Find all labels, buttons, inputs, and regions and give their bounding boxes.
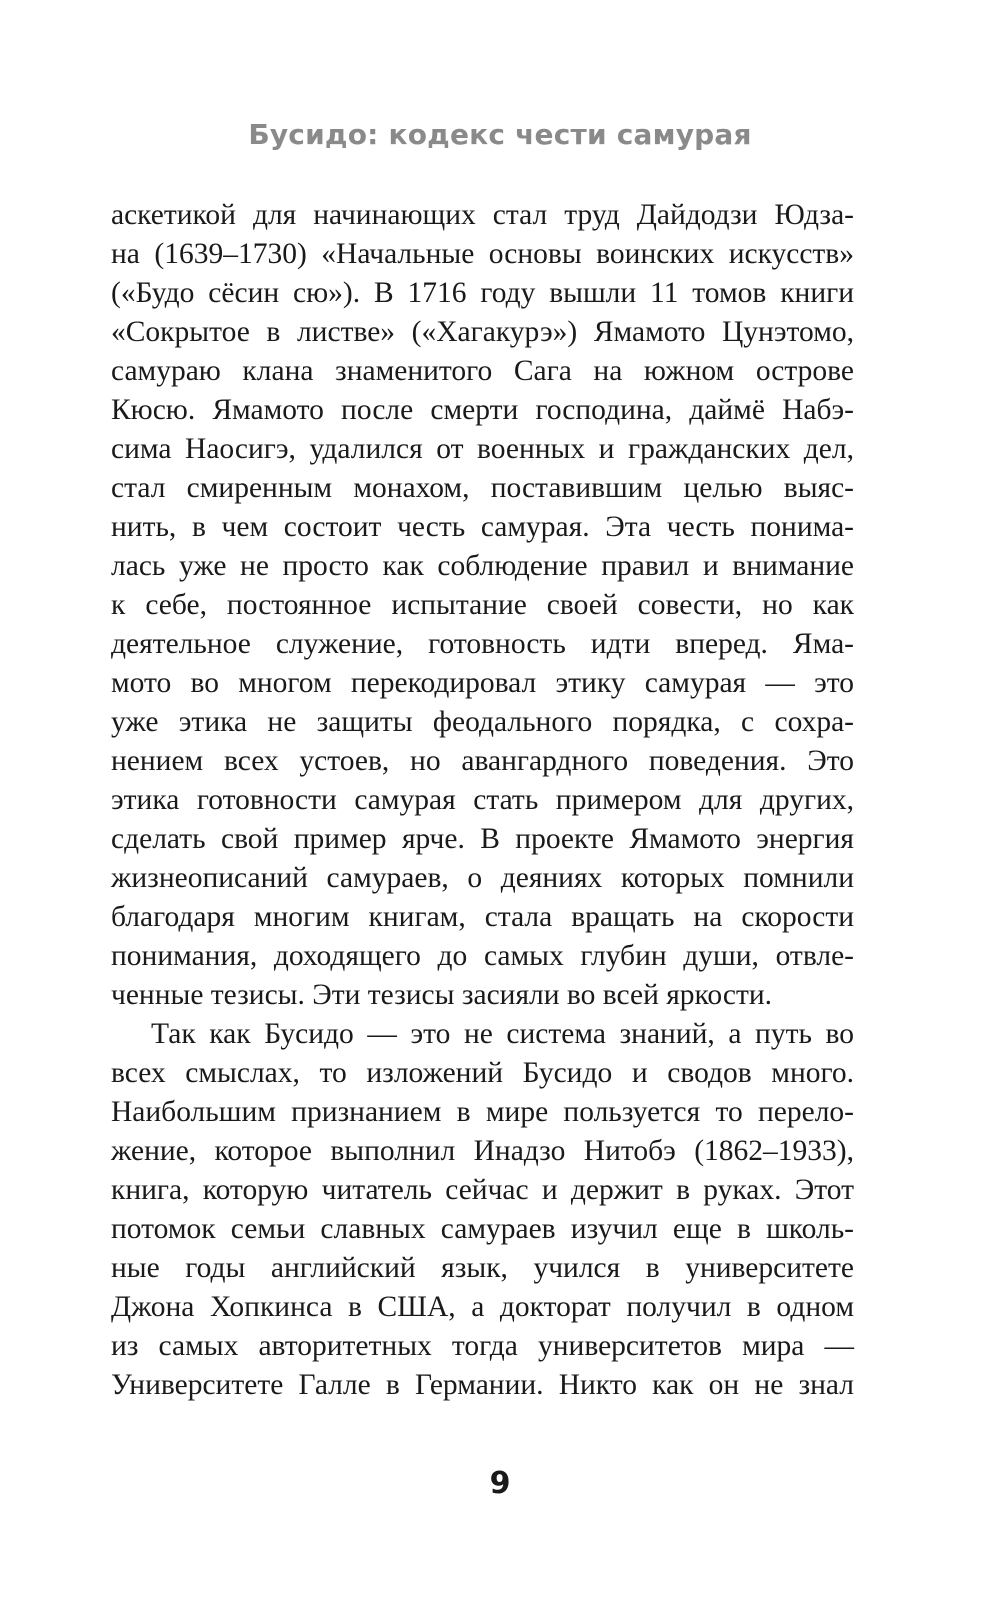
- text-line: стал смиренным монахом, поставившим целью выяс-: [111, 472, 854, 504]
- text-line: Джона Хопкинса в США, а докторат получил в одном: [111, 1291, 854, 1323]
- text-line: к себе, постоянное испытание своей совести, но как: [111, 589, 854, 621]
- text-line: Университете Галле в Германии. Никто как он не знал: [111, 1369, 854, 1401]
- text-line: самураю клана знаменитого Сага на южном острове: [111, 355, 854, 387]
- text-line: ченные тезисы. Эти тезисы засияли во всей яркости.: [111, 979, 773, 1011]
- paragraph-2: [111, 1015, 854, 1405]
- text-line: уже этика не защиты феодального порядка, с сохра-: [111, 706, 854, 738]
- text-line: Так как Бусидо — это не система знаний, а путь во: [151, 1018, 854, 1050]
- text-line: Кюсю. Ямамото после смерти господина, даймё Набэ-: [111, 394, 854, 426]
- page-number: 9: [489, 1466, 511, 1501]
- text-line: нить, в чем состоит честь самурая. Эта честь понима-: [111, 511, 854, 543]
- text-line: нением всех устоев, но авангардного поведения. Это: [111, 745, 854, 777]
- text-line: мото во многом перекодировал этику самурая — это: [111, 667, 854, 699]
- text-line: («Будо сёсин сю»). В 1716 году вышли 11 томов книги: [111, 277, 854, 309]
- running-header: Бусидо: кодекс чести самурая: [248, 118, 752, 151]
- text-line: лась уже не просто как соблюдение правил и внимание: [111, 550, 854, 582]
- text-line: жение, которое выполнил Инадзо Нитобэ (1862–1933),: [111, 1135, 854, 1167]
- text-line: на (1639–1730) «Начальные основы воинских искусств»: [111, 238, 854, 270]
- text-line: книга, которую читатель сейчас и держит в руках. Этот: [111, 1174, 854, 1206]
- text-line: этика готовности самурая стать примером для других,: [111, 784, 854, 816]
- body-text: [111, 196, 854, 1405]
- paragraph-1: [111, 196, 854, 1015]
- text-line: сима Наосигэ, удалился от военных и гражданских дел,: [111, 433, 854, 465]
- text-line: аскетикой для начинающих стал труд Дайдодзи Юдза-: [111, 199, 854, 231]
- text-line: Наибольшим признанием в мире пользуется то перело-: [111, 1096, 854, 1128]
- text-line: благодаря многим книгам, стала вращать на скорости: [111, 901, 854, 933]
- text-line: потомок семьи славных самураев изучил еще в школь-: [111, 1213, 854, 1245]
- text-line: «Сокрытое в листве» («Хагакурэ») Ямамото Цунэтомо,: [111, 316, 854, 348]
- text-line: из самых авторитетных тогда университетов мира —: [111, 1330, 854, 1362]
- text-line: деятельное служение, готовность идти вперед. Яма-: [111, 628, 854, 660]
- text-line: ные годы английский язык, учился в университете: [111, 1252, 854, 1284]
- text-line: понимания, доходящего до самых глубин души, отвле-: [111, 940, 854, 972]
- text-line: жизнеописаний самураев, о деяниях которых помнили: [111, 862, 854, 894]
- text-line: всех смыслах, то изложений Бусидо и сводов много.: [111, 1057, 854, 1089]
- text-line: сделать свой пример ярче. В проекте Ямамото энергия: [111, 823, 854, 855]
